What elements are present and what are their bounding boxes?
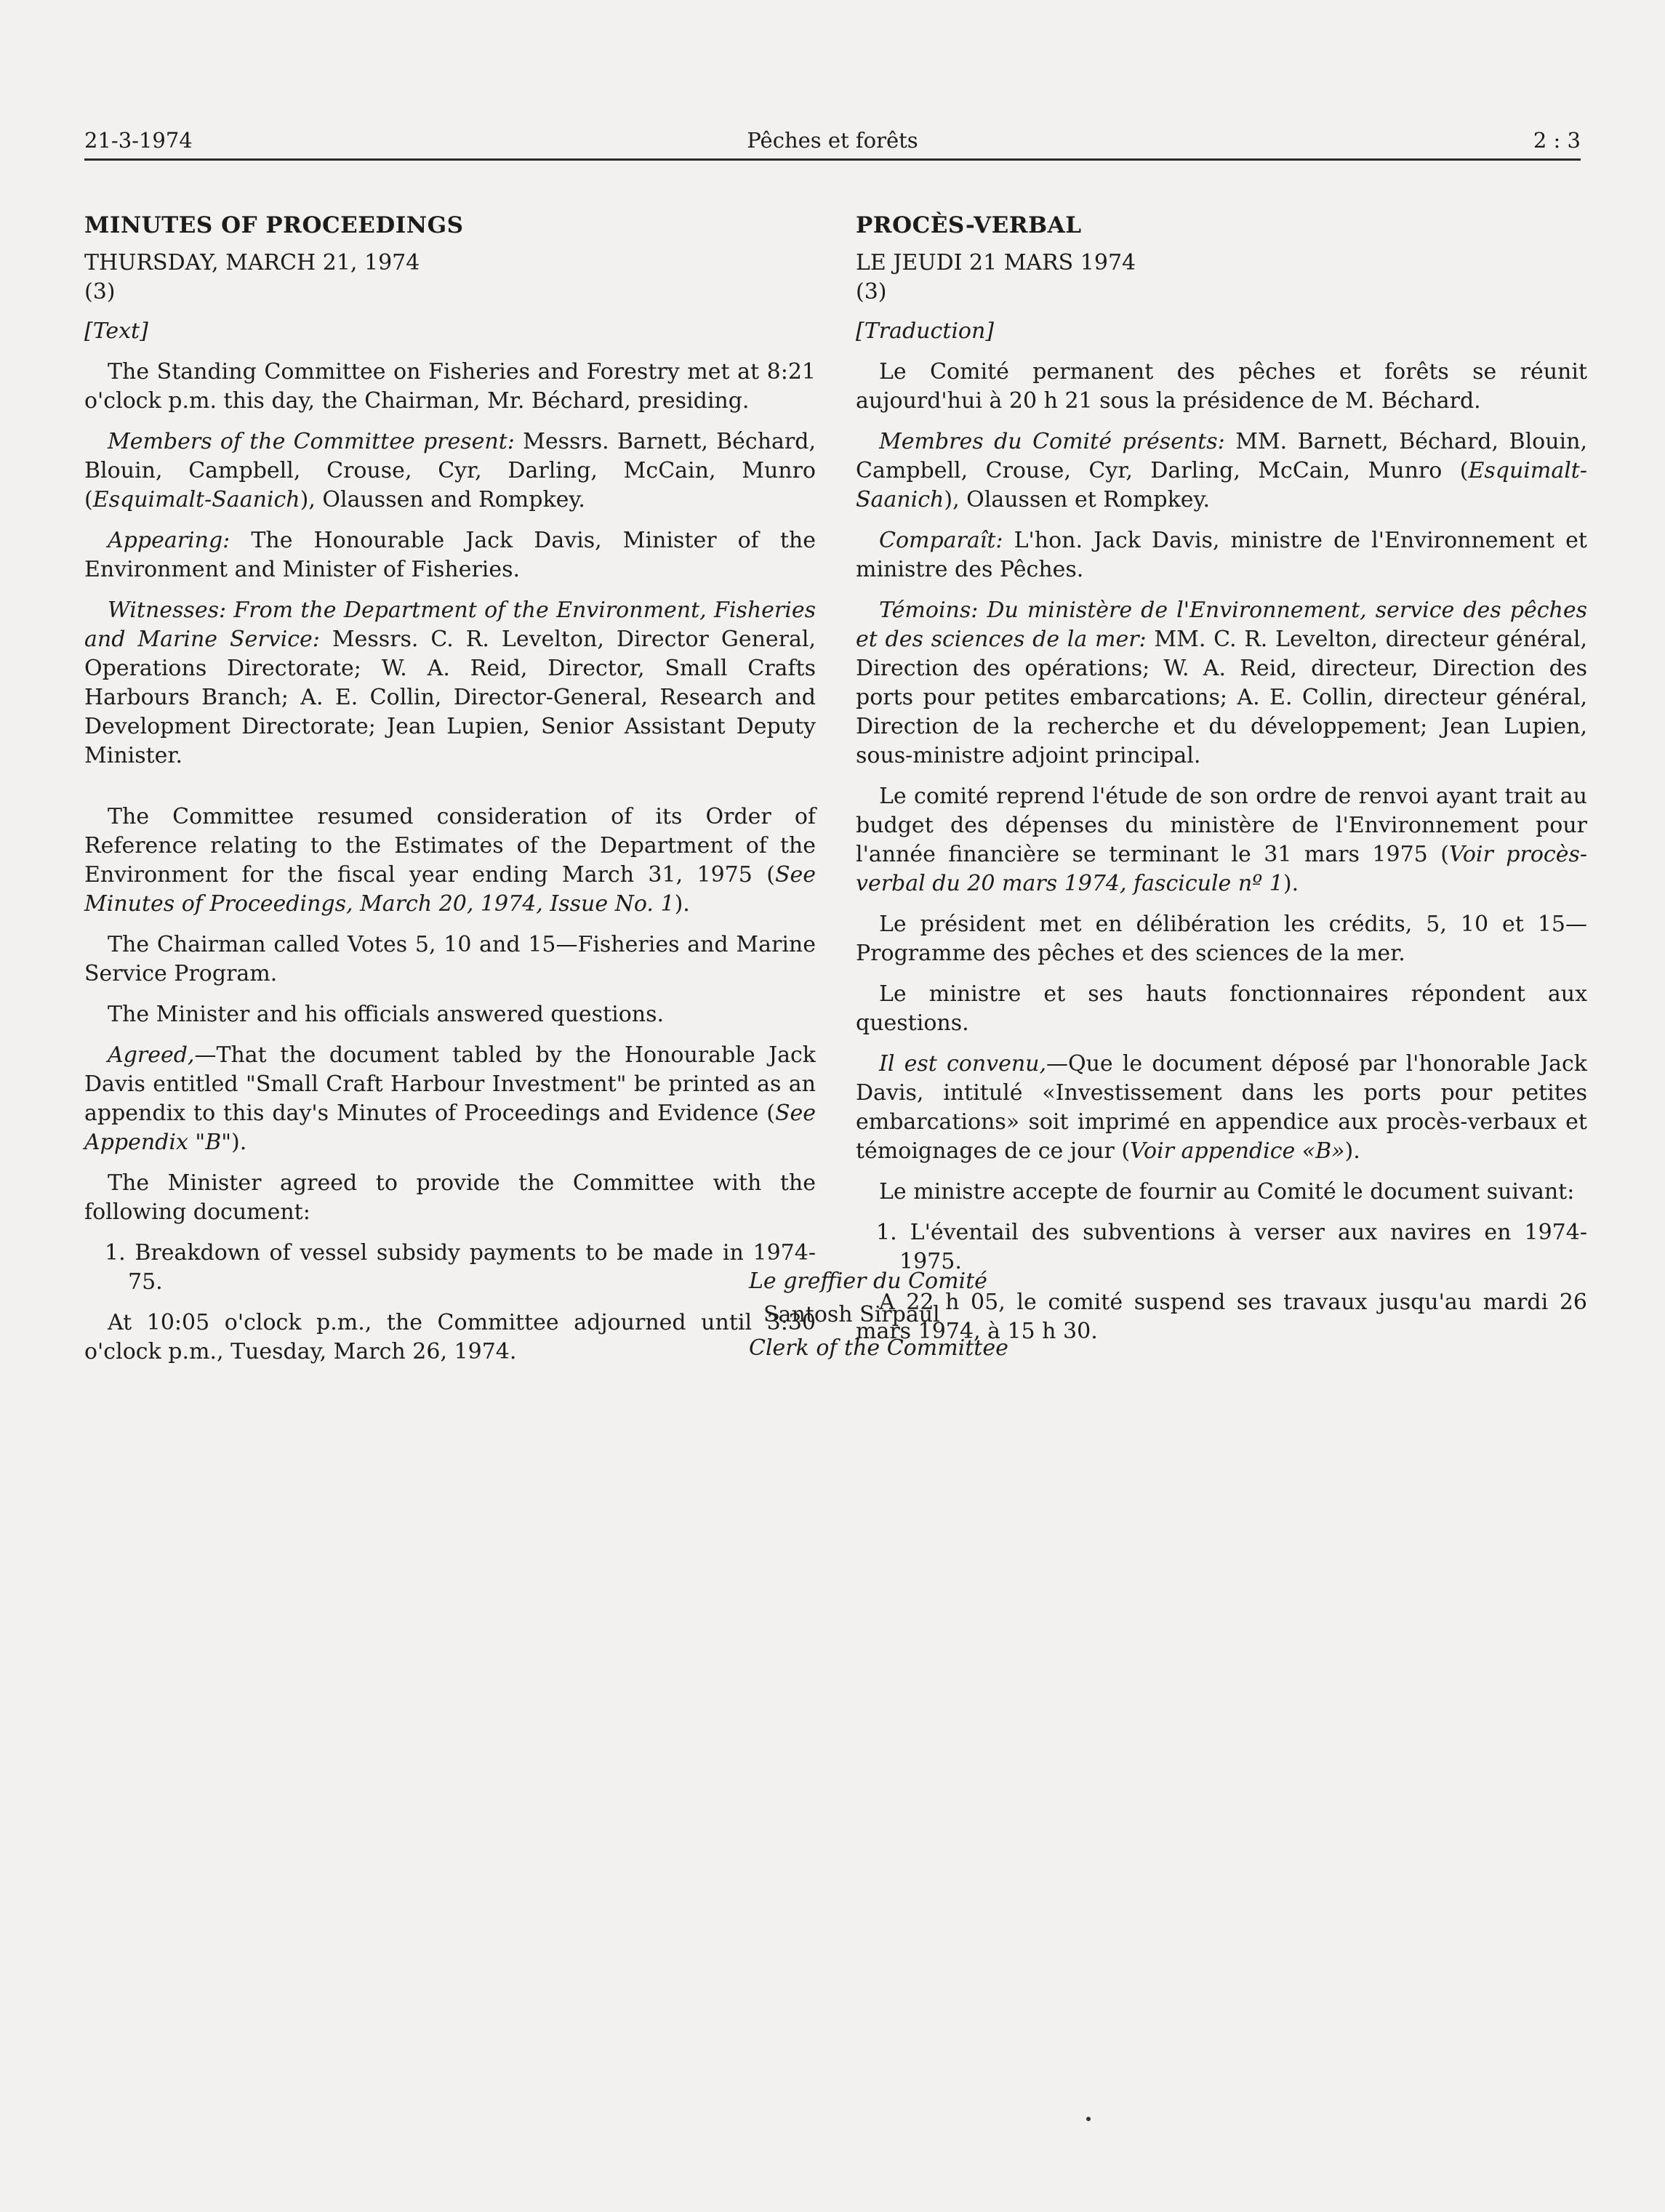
header-date: 21-3-1974 — [84, 128, 193, 153]
english-adjourned: At 10:05 o'clock p.m., the Committee adjourned until 3:30 o'clock p.m., Tuesday, March 26, 1974. — [84, 1310, 816, 1364]
french-opening: Le Comité permanent des pêches et forêts se réunit aujourd'hui à 20 h 21 sous la présidence de M. Béchard. — [856, 359, 1587, 414]
clerk-name: Santosh Sirpaul — [763, 1302, 940, 1327]
french-votes: Le président met en délibération les crédits, 5, 10 et 15—Programme des pêches et des sciences de la mer. — [856, 912, 1587, 966]
header-title: Pêches et forêts — [747, 128, 918, 153]
english-opening: The Standing Committee on Fisheries and Forestry met at 8:21 o'clock p.m. this day, the Chairman, Mr. Béchard, presiding. — [84, 359, 816, 414]
english-answered: The Minister and his officials answered questions. — [108, 1002, 665, 1027]
english-list-item: 1. Breakdown of vessel subsidy payments to be made in 1974-75. — [105, 1240, 816, 1295]
french-witnesses: Témoins: Du ministère de l'Environnement, service des pêches et des sciences de la mer: MM. C. R. Levelton, directeur général, Direction des opérations; W. A. Reid, directeur, Direction des ports pour petites embarcations; A. E. Collin, directeur général, Direction de la recherche et du développement; Jean Lupien, sous-ministre adjoint principal. — [856, 598, 1588, 768]
english-column — [84, 211, 816, 1378]
english-heading: MINUTES OF PROCEEDINGS — [84, 212, 464, 238]
french-heading: PROCÈS-VERBAL — [856, 212, 1082, 238]
english-tag: [Text] — [84, 318, 148, 344]
page-mark — [1086, 2117, 1091, 2121]
french-number: (3) — [856, 279, 887, 305]
french-tag: [Traduction] — [856, 318, 995, 344]
clerk-signature-block — [749, 1265, 1008, 1365]
english-provide: The Minister agreed to provide the Committee with the following document: — [84, 1170, 816, 1225]
english-members: Members of the Committee present: Messrs. Barnett, Béchard, Blouin, Campbell, Crouse, Cyr, Darling, McCain, Munro (Esquimalt-Saanich), Olaussen and Rompkey. — [84, 429, 816, 512]
header-page-number: 2 : 3 — [1533, 128, 1581, 153]
english-agreed: Agreed,—That the document tabled by the Honourable Jack Davis entitled "Small Craft Harbour Investment" be printed as an appendix to this day's Minutes of Proceedings and Evidence (See Appendix "B"). — [84, 1042, 816, 1155]
french-resumed: Le comité reprend l'étude de son ordre de renvoi ayant trait au budget des dépenses du ministère de l'Environnement pour l'année financière se terminant le 31 mars 1975 (Voir procès-verbal du 20 mars 1974, fascicule nº 1). — [856, 784, 1588, 896]
french-appearing: Comparaît: L'hon. Jack Davis, ministre de l'Environnement et ministre des Pêches. — [856, 528, 1587, 582]
french-list-item: 1. L'éventail des subventions à verser aux navires en 1974-1975. — [876, 1220, 1587, 1274]
english-witnesses: Witnesses: From the Department of the Environment, Fisheries and Marine Service: Messrs. C. R. Levelton, Director General, Operations Directorate; W. A. Reid, Director, Small Crafts Harbours Branch; A. E. Collin, Director-General, Research and Development Directorate; Jean Lupien, Senior Assistant Deputy Minister. — [84, 598, 817, 768]
english-appearing: Appearing: The Honourable Jack Davis, Minister of the Environment and Minister of Fisheries. — [84, 528, 816, 582]
english-votes: The Chairman called Votes 5, 10 and 15—Fisheries and Marine Service Program. — [84, 932, 816, 986]
clerk-title-french: Le greffier du Comité — [749, 1268, 987, 1294]
french-date: LE JEUDI 21 MARS 1974 — [856, 250, 1136, 276]
french-provide: Le ministre accepte de fournir au Comité le document suivant: — [879, 1179, 1575, 1204]
english-number: (3) — [84, 279, 116, 305]
page-header — [84, 122, 1581, 161]
french-agreed: Il est convenu,—Que le document déposé par l'honorable Jack Davis, intitulé «Investissement dans les ports pour petites embarcations» soit imprimé en appendice aux procès-verbaux et témoignages de ce jour (Voir appendice «B»). — [856, 1051, 1587, 1164]
english-date: THURSDAY, MARCH 21, 1974 — [84, 250, 420, 276]
english-resumed: The Committee resumed consideration of its Order of Reference relating to the Estimates of the Department of the Environment for the fiscal year ending March 31, 1975 (See Minutes of Proceedings, March 20, 1974, Issue No. 1). — [84, 804, 816, 917]
french-answered: Le ministre et ses hauts fonctionnaires répondent aux questions. — [856, 981, 1587, 1036]
french-members: Membres du Comité présents: MM. Barnett, Béchard, Blouin, Campbell, Crouse, Cyr, Darling, McCain, Munro (Esquimalt-Saanich), Olaussen et Rompkey. — [856, 429, 1587, 512]
clerk-title-english: Clerk of the Committee — [749, 1335, 1008, 1361]
french-column — [856, 211, 1587, 1358]
french-adjourned: A 22 h 05, le comité suspend ses travaux jusqu'au mardi 26 mars 1974, à 15 h 30. — [856, 1290, 1587, 1344]
